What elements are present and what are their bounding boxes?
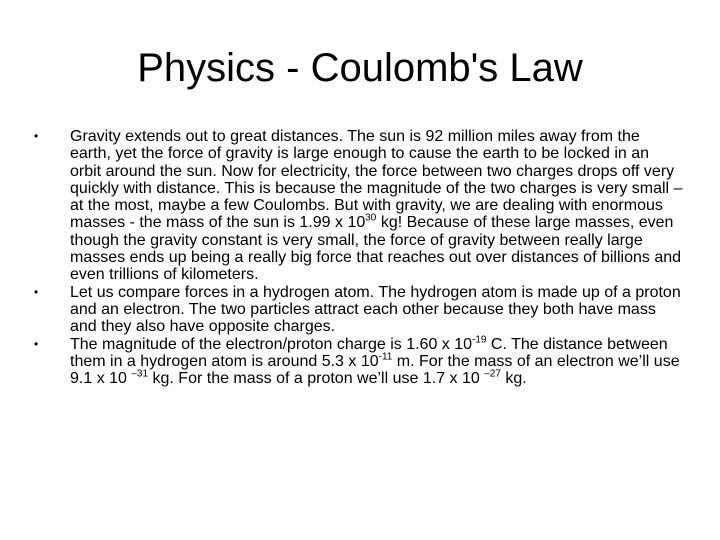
bullet-marker: • (34, 129, 39, 143)
bullet-marker: • (34, 284, 39, 299)
text-segment: m. For the mass of an electron we’ll use 9.1 x 10 (70, 352, 680, 388)
text-segment: Let us compare forces in a hydrogen atom. The hydrogen atom is made up of a proton and an electron. The two particles attract each other because they both have mass and they also have opposite charges. (70, 283, 681, 336)
bullet-charge-values (34, 336, 684, 388)
text-segment: Gravity extends out to great distances. The sun is 92 million miles away from the earth, yet the force of gravity is large enough to cause the earth to be locked in an orbit around the sun. Now for electricity, the force between two charges drops off very quickly with distance. This is because the magnitude of the two charges is very small – at the most, maybe a few Coulombs. But with gravity, we are dealing with enormous masses - the mass of the sun is 1.99 x 10 (70, 128, 683, 232)
exponent: –27 (484, 368, 501, 380)
text-segment: C. The distance between them in a hydrogen atom is around 5.3 x 10 (70, 335, 668, 370)
text-segment: kg. For the mass of a proton we’ll use 1.7 x 10 (148, 370, 485, 388)
slide-title: Physics - Coulomb's Law (137, 46, 583, 90)
exponent: 30 (365, 213, 377, 225)
bullet-hydrogen-atom (34, 284, 684, 336)
bullet-text (70, 128, 682, 283)
bullet-list (34, 128, 684, 387)
bullet-marker: • (34, 336, 39, 351)
exponent: -19 (472, 334, 487, 346)
bullet-text (70, 284, 681, 336)
exponent: -11 (378, 351, 393, 363)
exponent: –31 (131, 368, 149, 380)
bullet-text (70, 336, 680, 388)
text-segment: kg. (500, 370, 527, 388)
text-segment: The magnitude of the electron/proton charge is 1.60 x 10 (70, 335, 473, 353)
text-segment: kg! Because of these large masses, even though the gravity constant is very small, the force of gravity between really large masses ends up being a really big force that reaches out over distances of billions and even trillions of kilometers. (70, 214, 682, 284)
bullet-gravity-distance (34, 128, 684, 284)
